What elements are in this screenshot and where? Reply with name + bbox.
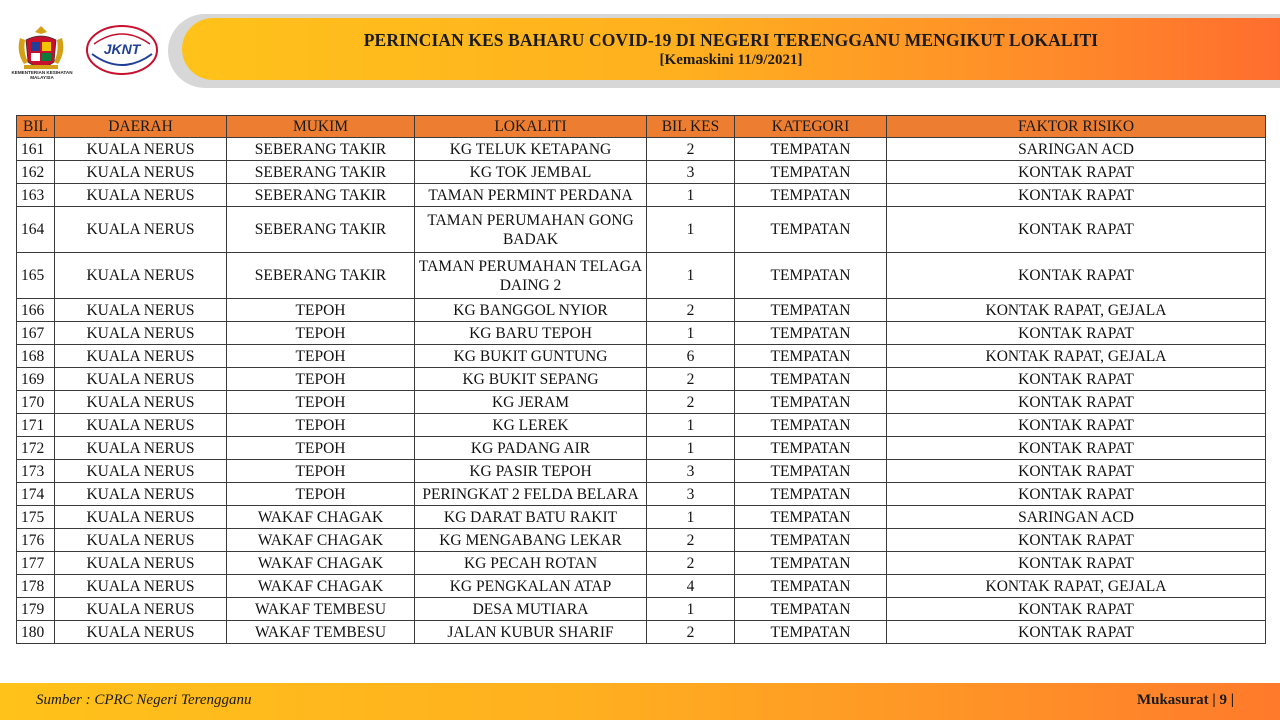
cell-lokaliti: KG PECAH ROTAN [415, 552, 647, 575]
cell-kategori: TEMPATAN [735, 322, 887, 345]
cell-kategori: TEMPATAN [735, 207, 887, 253]
cell-mukim: TEPOH [227, 322, 415, 345]
cell-bil-kes: 2 [647, 529, 735, 552]
column-header-bil: BIL [17, 116, 55, 138]
cell-lokaliti: KG PENGKALAN ATAP [415, 575, 647, 598]
cell-faktor-risiko: KONTAK RAPAT [887, 437, 1266, 460]
cell-kategori: TEMPATAN [735, 437, 887, 460]
cell-lokaliti: KG PASIR TEPOH [415, 460, 647, 483]
cell-kategori: TEMPATAN [735, 368, 887, 391]
cell-mukim: SEBERANG TAKIR [227, 184, 415, 207]
cell-kategori: TEMPATAN [735, 161, 887, 184]
cell-kategori: TEMPATAN [735, 460, 887, 483]
cell-mukim: WAKAF CHAGAK [227, 552, 415, 575]
table-row [17, 460, 1266, 483]
table-row [17, 184, 1266, 207]
cell-bil-kes: 3 [647, 483, 735, 506]
cell-bil-kes: 1 [647, 322, 735, 345]
cell-kategori: TEMPATAN [735, 529, 887, 552]
cell-faktor-risiko: KONTAK RAPAT [887, 253, 1266, 299]
cell-kategori: TEMPATAN [735, 621, 887, 644]
cell-lokaliti: KG TELUK KETAPANG [415, 138, 647, 161]
page-title: PERINCIAN KES BAHARU COVID-19 DI NEGERI TERENGGANU MENGIKUT LOKALITI [363, 30, 1099, 50]
cell-faktor-risiko: KONTAK RAPAT [887, 414, 1266, 437]
cell-kategori: TEMPATAN [735, 138, 887, 161]
cell-faktor-risiko: KONTAK RAPAT, GEJALA [887, 299, 1266, 322]
page-subtitle: [Kemaskini 11/9/2021] [659, 52, 803, 68]
cell-mukim: TEPOH [227, 460, 415, 483]
table-row [17, 207, 1266, 253]
cell-mukim: TEPOH [227, 368, 415, 391]
cell-kategori: TEMPATAN [735, 483, 887, 506]
cell-lokaliti: KG BANGGOL NYIOR [415, 299, 647, 322]
cell-bil: 161 [17, 138, 55, 161]
cell-bil-kes: 1 [647, 598, 735, 621]
cell-daerah: KUALA NERUS [55, 345, 227, 368]
cell-bil-kes: 1 [647, 506, 735, 529]
column-header-daerah: DAERAH [55, 116, 227, 138]
cell-mukim: SEBERANG TAKIR [227, 207, 415, 253]
table-row [17, 552, 1266, 575]
cell-lokaliti: TAMAN PERUMAHAN GONG BADAK [415, 207, 647, 253]
cell-bil: 162 [17, 161, 55, 184]
cell-bil: 177 [17, 552, 55, 575]
table-row [17, 506, 1266, 529]
cell-lokaliti: KG DARAT BATU RAKIT [415, 506, 647, 529]
cell-daerah: KUALA NERUS [55, 506, 227, 529]
table-row [17, 345, 1266, 368]
page-number: Mukasurat | 9 | [1136, 692, 1234, 708]
cell-faktor-risiko: SARINGAN ACD [887, 138, 1266, 161]
cell-bil-kes: 2 [647, 621, 735, 644]
cell-faktor-risiko: KONTAK RAPAT [887, 529, 1266, 552]
column-header-kategori: KATEGORI [735, 116, 887, 138]
column-header-mukim: MUKIM [227, 116, 415, 138]
cell-lokaliti: KG BUKIT SEPANG [415, 368, 647, 391]
table-row [17, 483, 1266, 506]
cell-bil-kes: 3 [647, 161, 735, 184]
cell-daerah: KUALA NERUS [55, 414, 227, 437]
cell-faktor-risiko: KONTAK RAPAT [887, 322, 1266, 345]
cell-daerah: KUALA NERUS [55, 207, 227, 253]
cell-mukim: TEPOH [227, 483, 415, 506]
cell-kategori: TEMPATAN [735, 184, 887, 207]
cell-bil: 167 [17, 322, 55, 345]
cell-kategori: TEMPATAN [735, 414, 887, 437]
cell-daerah: KUALA NERUS [55, 437, 227, 460]
cell-daerah: KUALA NERUS [55, 575, 227, 598]
cell-bil: 170 [17, 391, 55, 414]
cell-faktor-risiko: KONTAK RAPAT [887, 483, 1266, 506]
table-row [17, 529, 1266, 552]
cell-faktor-risiko: KONTAK RAPAT [887, 184, 1266, 207]
cell-bil-kes: 6 [647, 345, 735, 368]
cell-mukim: WAKAF CHAGAK [227, 529, 415, 552]
cell-faktor-risiko: SARINGAN ACD [887, 506, 1266, 529]
jknt-logo [84, 24, 160, 76]
cell-bil-kes: 2 [647, 552, 735, 575]
cell-kategori: TEMPATAN [735, 391, 887, 414]
cell-mukim: WAKAF CHAGAK [227, 575, 415, 598]
cell-lokaliti: TAMAN PERMINT PERDANA [415, 184, 647, 207]
cell-bil-kes: 2 [647, 299, 735, 322]
cell-bil: 164 [17, 207, 55, 253]
cell-daerah: KUALA NERUS [55, 253, 227, 299]
cell-bil-kes: 2 [647, 368, 735, 391]
cell-bil-kes: 1 [647, 437, 735, 460]
cell-bil: 173 [17, 460, 55, 483]
cell-mukim: TEPOH [227, 391, 415, 414]
cell-daerah: KUALA NERUS [55, 184, 227, 207]
cell-bil-kes: 1 [647, 184, 735, 207]
cell-lokaliti: KG MENGABANG LEKAR [415, 529, 647, 552]
cell-mukim: SEBERANG TAKIR [227, 161, 415, 184]
cell-lokaliti: KG TOK JEMBAL [415, 161, 647, 184]
cell-daerah: KUALA NERUS [55, 391, 227, 414]
cell-daerah: KUALA NERUS [55, 621, 227, 644]
column-header-lokaliti: LOKALITI [415, 116, 647, 138]
cell-mukim: TEPOH [227, 437, 415, 460]
cell-mukim: WAKAF CHAGAK [227, 506, 415, 529]
cell-bil-kes: 1 [647, 207, 735, 253]
cell-daerah: KUALA NERUS [55, 460, 227, 483]
cell-kategori: TEMPATAN [735, 506, 887, 529]
table-row [17, 322, 1266, 345]
table-row [17, 299, 1266, 322]
cell-daerah: KUALA NERUS [55, 322, 227, 345]
cell-bil-kes: 1 [647, 253, 735, 299]
cell-mukim: SEBERANG TAKIR [227, 138, 415, 161]
cell-bil: 172 [17, 437, 55, 460]
cell-lokaliti: KG JERAM [415, 391, 647, 414]
cell-lokaliti: DESA MUTIARA [415, 598, 647, 621]
cell-bil: 180 [17, 621, 55, 644]
table-row [17, 368, 1266, 391]
cell-daerah: KUALA NERUS [55, 138, 227, 161]
cell-lokaliti: JALAN KUBUR SHARIF [415, 621, 647, 644]
table-row [17, 414, 1266, 437]
cell-bil: 175 [17, 506, 55, 529]
cell-daerah: KUALA NERUS [55, 552, 227, 575]
table-row [17, 598, 1266, 621]
cell-bil: 171 [17, 414, 55, 437]
cell-mukim: WAKAF TEMBESU [227, 598, 415, 621]
column-header-faktor-risiko: FAKTOR RISIKO [887, 116, 1266, 138]
table-row [17, 437, 1266, 460]
cell-faktor-risiko: KONTAK RAPAT [887, 598, 1266, 621]
cell-faktor-risiko: KONTAK RAPAT [887, 552, 1266, 575]
cell-bil: 163 [17, 184, 55, 207]
cell-daerah: KUALA NERUS [55, 483, 227, 506]
cell-faktor-risiko: KONTAK RAPAT [887, 621, 1266, 644]
cell-bil-kes: 2 [647, 391, 735, 414]
cell-kategori: TEMPATAN [735, 253, 887, 299]
cell-faktor-risiko: KONTAK RAPAT, GEJALA [887, 575, 1266, 598]
column-header-bil-kes: BIL KES [647, 116, 735, 138]
cell-faktor-risiko: KONTAK RAPAT [887, 460, 1266, 483]
cell-mukim: WAKAF TEMBESU [227, 621, 415, 644]
table-row [17, 575, 1266, 598]
cell-faktor-risiko: KONTAK RAPAT, GEJALA [887, 345, 1266, 368]
cell-mukim: TEPOH [227, 345, 415, 368]
kkm-logo-text: KEMENTERIAN KESIHATAN MALAYSIA [11, 70, 73, 80]
cell-lokaliti: KG LEREK [415, 414, 647, 437]
table-body [17, 138, 1266, 644]
cell-mukim: TEPOH [227, 414, 415, 437]
cell-lokaliti: TAMAN PERUMAHAN TELAGA DAING 2 [415, 253, 647, 299]
cell-mukim: SEBERANG TAKIR [227, 253, 415, 299]
cell-kategori: TEMPATAN [735, 598, 887, 621]
table-row [17, 138, 1266, 161]
cell-bil: 166 [17, 299, 55, 322]
cell-bil-kes: 4 [647, 575, 735, 598]
cell-faktor-risiko: KONTAK RAPAT [887, 391, 1266, 414]
table-header-row [17, 116, 1266, 138]
cell-kategori: TEMPATAN [735, 552, 887, 575]
cell-bil: 178 [17, 575, 55, 598]
table-row [17, 621, 1266, 644]
cell-kategori: TEMPATAN [735, 575, 887, 598]
cell-daerah: KUALA NERUS [55, 598, 227, 621]
table-row [17, 253, 1266, 299]
cell-lokaliti: KG BARU TEPOH [415, 322, 647, 345]
cell-bil: 165 [17, 253, 55, 299]
cell-bil: 169 [17, 368, 55, 391]
cell-bil: 174 [17, 483, 55, 506]
cell-lokaliti: KG BUKIT GUNTUNG [415, 345, 647, 368]
cell-lokaliti: KG PADANG AIR [415, 437, 647, 460]
cell-daerah: KUALA NERUS [55, 368, 227, 391]
cell-bil-kes: 2 [647, 138, 735, 161]
cell-lokaliti: PERINGKAT 2 FELDA BELARA [415, 483, 647, 506]
cell-daerah: KUALA NERUS [55, 299, 227, 322]
cell-faktor-risiko: KONTAK RAPAT [887, 368, 1266, 391]
cell-bil-kes: 1 [647, 414, 735, 437]
cell-bil: 179 [17, 598, 55, 621]
source-note: Sumber : CPRC Negeri Terengganu [36, 692, 252, 708]
cell-kategori: TEMPATAN [735, 299, 887, 322]
cell-daerah: KUALA NERUS [55, 161, 227, 184]
table-row [17, 161, 1266, 184]
cell-daerah: KUALA NERUS [55, 529, 227, 552]
svg-text:JKNT: JKNT [103, 41, 141, 57]
cases-table [16, 115, 1266, 644]
table-row [17, 391, 1266, 414]
cell-kategori: TEMPATAN [735, 345, 887, 368]
cell-faktor-risiko: KONTAK RAPAT [887, 207, 1266, 253]
cell-mukim: TEPOH [227, 299, 415, 322]
cell-bil-kes: 3 [647, 460, 735, 483]
cell-faktor-risiko: KONTAK RAPAT [887, 161, 1266, 184]
cell-bil: 176 [17, 529, 55, 552]
cell-bil: 168 [17, 345, 55, 368]
